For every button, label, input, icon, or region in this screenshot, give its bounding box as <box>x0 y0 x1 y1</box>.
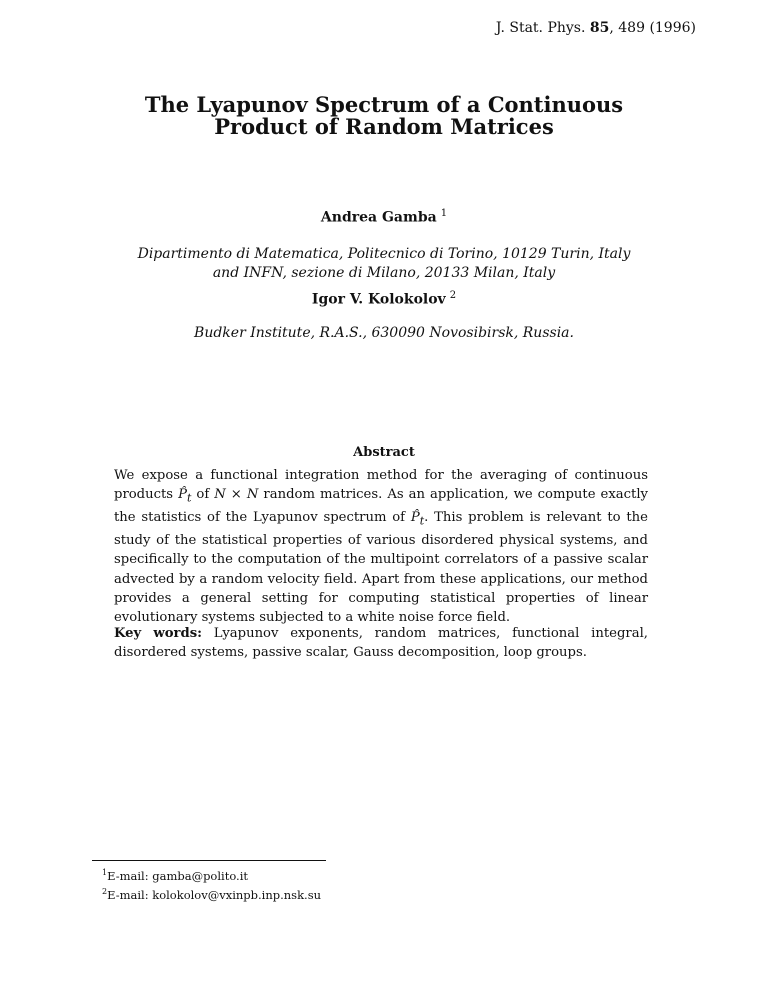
footnote-1 <box>102 865 321 884</box>
author-2 <box>0 290 768 308</box>
footnote-2-text: E-mail: kolokolov@vxinpb.inp.nsk.su <box>107 887 322 902</box>
journal-volume: 85 <box>589 20 610 36</box>
author-2-footnote-mark: 2 <box>449 290 457 301</box>
footnote-1-text: E-mail: gamba@polito.it <box>107 868 249 883</box>
abstract-heading: Abstract <box>353 445 415 460</box>
author-1-name: Andrea Gamba <box>320 209 437 226</box>
keywords-label: Key words: <box>114 626 203 641</box>
journal-citation: J. Stat. Phys. 85, 489 (1996) <box>495 20 696 36</box>
affiliation-line-1: Dipartimento di Matematica, Politecnico di Torino, 10129 Turin, Italy <box>137 246 631 262</box>
abstract-text-1: We expose a functional integration method for the averaging of continuous products <box>114 468 648 503</box>
author-2-name: Igor V. Kolokolov <box>311 291 446 308</box>
journal-name: J. Stat. Phys. <box>495 20 586 36</box>
math-n-2: N <box>246 487 259 503</box>
keywords-text: Lyapunov exponents, random matrices, functional integral, disordered systems, passive scalar, Gauss decomposition, loop groups. <box>114 626 648 661</box>
footnote-2-mark: 2 <box>102 886 108 896</box>
affiliation-line-3: Budker Institute, R.A.S., 630090 Novosibirsk, Russia. <box>194 325 574 341</box>
abstract-text-3: random matrices. As an application, we compute exactly the statistics of the Lyapunov spectrum of <box>114 487 649 526</box>
author-2-affiliation <box>0 324 768 343</box>
abstract-body <box>114 466 648 628</box>
author-1 <box>0 208 768 226</box>
math-p-hat-2: P̂ <box>410 510 420 526</box>
title-line-2: Product of Random Matrices <box>214 114 554 139</box>
footnote-2 <box>102 884 321 903</box>
math-times: × <box>225 487 247 503</box>
affiliation-line-2: and INFN, sezione di Milano, 20133 Milan, Italy <box>212 265 556 281</box>
footnote-divider <box>92 860 326 861</box>
math-p-hat: P̂ <box>178 487 187 503</box>
keywords <box>114 624 648 663</box>
math-t-subscript: t <box>186 491 192 505</box>
abstract-text-2: of <box>191 487 215 503</box>
footnotes <box>102 865 321 903</box>
abstract-text-4: . This problem is relevant to the study of the statistical properties of various disordered physical systems, and specifically to the computation of the multipoint correlators of a passive scalar advected by a random velocity field. Apart from these applications, our method provides a general setting for computing statistical properties of linear evolutionary systems subjected to a white noise force field. <box>114 510 648 626</box>
math-n: N <box>214 487 226 503</box>
author-1-affiliation <box>0 245 768 283</box>
title-line-1: The Lyapunov Spectrum of a Continuous <box>144 92 624 117</box>
journal-pages-year: 489 (1996) <box>618 20 696 36</box>
footnote-1-mark: 1 <box>102 868 108 877</box>
author-1-footnote-mark: 1 <box>440 208 448 219</box>
paper-title <box>0 94 768 138</box>
math-t-subscript-2: t <box>419 514 425 528</box>
